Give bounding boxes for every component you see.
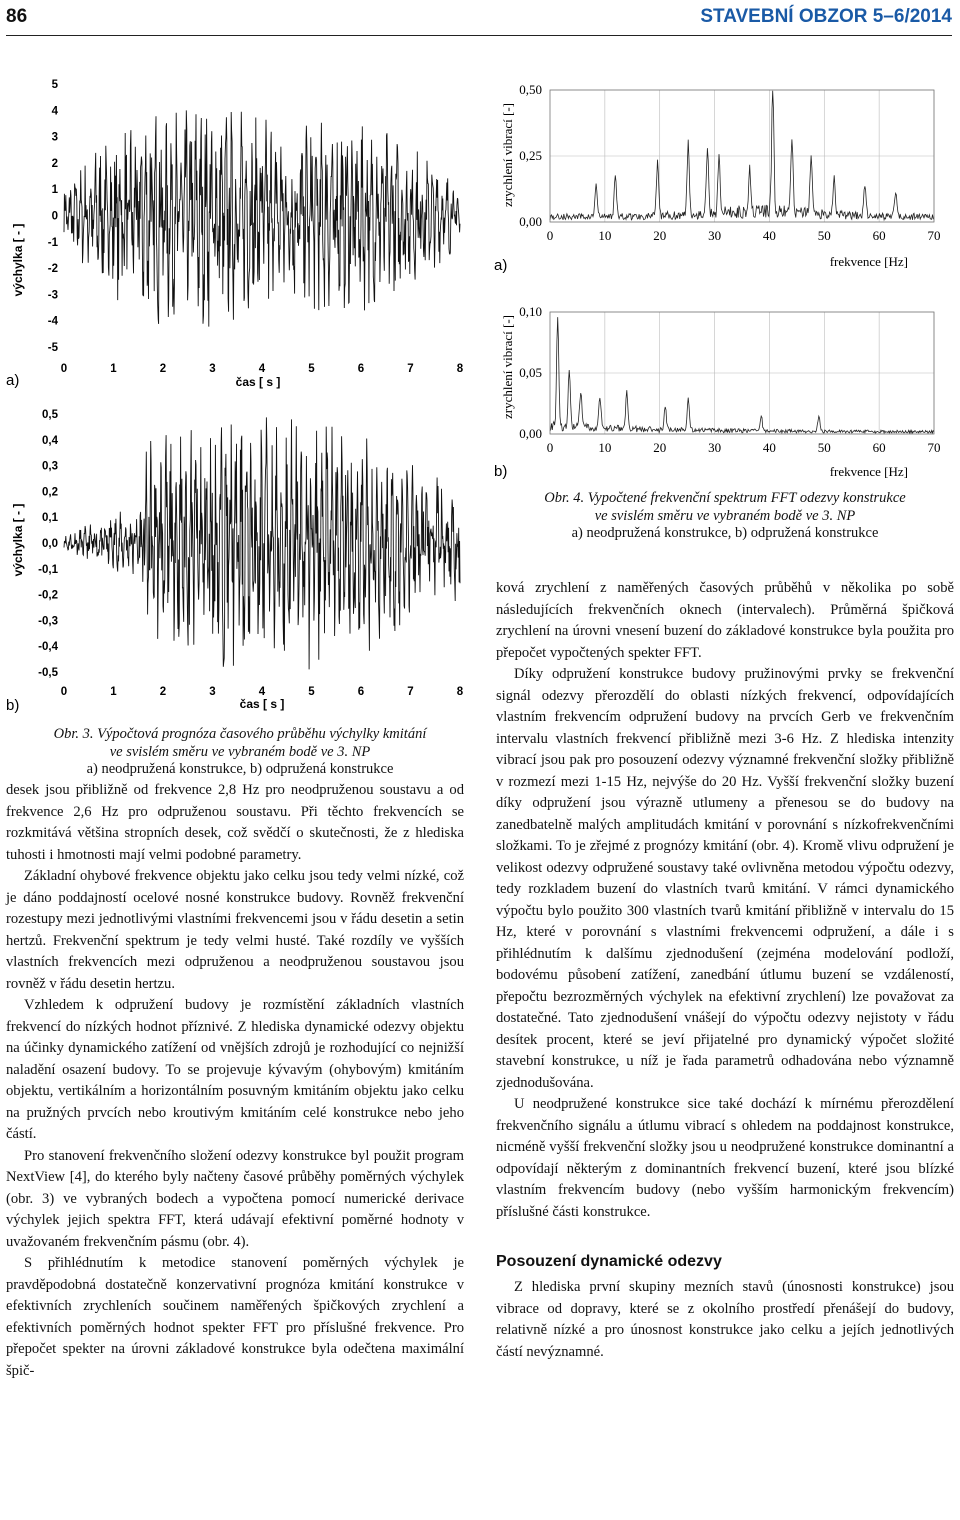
- x-ticks: [547, 312, 941, 455]
- y-tick-label: 1: [51, 184, 58, 197]
- panel-label: b): [6, 697, 20, 714]
- y-tick-label: 4: [51, 105, 58, 118]
- y-tick-label: -0,5: [38, 667, 58, 679]
- x-tick-label: 0: [60, 686, 68, 698]
- paragraph: Díky odpružení konstrukce budovy pružinovými prvky se frekvenční signál odezvy přerozdělí do oblasti nízkých frekvencí, odpovídajících vlastním frekvencím odpružení budovy na prvcích Gerb ve frekvenčním intervalu vlastních frekvencí přibližně mezi 3-6 Hz. Z hlediska intenzity vibrací jsou pak pro posouzení odezvy významné frekvenční složky přibližně v rozmezí mezi 1-15 Hz, nejvýše do 20 Hz. Vyšší frekvenční složky buzení díky odpružení jsou výrazně utlumeny a přenesou se do budovy na zanedbatelně malých amplitudách kmitání v porovnání s nízkofrekvenčními složkami. To je zřejmé z prognózy kmitání (obr. 4). Kromě vlivu odpružení je velikost odezvy odpružené soustavy také ovlivněna metodou výpočtu odezvy, tedy rozkladem buzení do vlastních tvarů kmitání. V rámci dynamického výpočtu bylo použito 300 vlastních tvarů kmitání přibližně v intervalu do 15 Hz, které v porovnání s vlastními frekvencemi odpružení, a dále i s přihlédnutím k dalšímu zjednodušení (zejména modelování podloží, bodovému působení zatížení, zanedbání útlumu buzení se vzdáleností, přepočtu bezrozměrných výchylek na efektivní zrychlení) lze považovat za dostatečné. Tato zjednodušení vnášejí do výpočtu odezvy nejistoty v řádu desítek procent, které se jeví přijatelné pro dynamický výpočet složité stavební konstrukce, u níž je řada parametrů odhadována nebo významně zjednodušována.: [496, 666, 954, 1091]
- x-tick-label: 10: [598, 228, 612, 243]
- x-tick-label: 70: [927, 228, 941, 243]
- x-tick-label: 10: [598, 440, 612, 455]
- caption-title: Obr. 3. Výpočtová prognóza časového průběhu výchylky kmitání: [53, 726, 427, 742]
- panel-label: a): [6, 372, 20, 389]
- caption-title: Obr. 4. Vypočtené frekvenční spektrum FFT odezvy konstrukce: [544, 490, 906, 506]
- x-ticks: [61, 363, 464, 375]
- y-tick-label: -5: [47, 342, 58, 354]
- x-tick-label: 4: [258, 686, 266, 698]
- left-column: [6, 780, 464, 1382]
- x-tick-label: 60: [872, 440, 886, 455]
- y-tick-label: -2: [47, 263, 58, 276]
- x-tick-label: 1: [110, 363, 117, 375]
- x-axis-label: frekvence [Hz]: [829, 254, 908, 269]
- x-tick-label: 7: [407, 363, 414, 375]
- y-tick-label: 0: [51, 210, 58, 223]
- y-tick-label: -0,1: [38, 563, 58, 576]
- x-tick-label: 0: [546, 440, 554, 455]
- x-tick-label: 6: [357, 686, 365, 698]
- paragraph: desek jsou přibližně od frekvence 2,8 Hz pro neodpruženou soustavu a od frekvence 2,6 Hz pro odpruženou soustavu. Při těchto frekvencích se rozkmitává většina stropních desek, což svědčí o skutečnosti, že z hlediska tuhosti i hmotnosti mají velmi podobné parametry.: [6, 782, 464, 863]
- x-tick-label: 5: [308, 363, 315, 375]
- y-tick-label: 0,00: [519, 214, 542, 229]
- x-tick-label: 60: [872, 228, 886, 243]
- section-heading: Posouzení dynamické odezvy: [496, 1253, 722, 1270]
- displacement-series: [64, 110, 460, 326]
- x-tick-label: 20: [653, 228, 667, 243]
- caption-subtitle: ve svislém směru ve vybraném bodě ve 3. NP: [594, 507, 856, 524]
- paragraph: Základní ohybové frekvence objektu jako celku jsou tedy velmi nízké, což je dáno poddajností ocelové nosné konstrukce budovy. Rovněž frekvenční rozestupy mezi jednotlivými vlastními frekvencemi jsou v řádu desetin a setin hertzů. Frekvenční spektrum je tedy velmi husté. Také rozdíly ve vyšších vlastních frekvencích mezi odpruženou a neodpruženou soustavou jsou rovněž v řádu desetin hertzu.: [6, 868, 464, 992]
- figure-3a-time-history: [0, 70, 470, 400]
- x-tick-label: 2: [159, 363, 167, 375]
- spectrum-series: [550, 91, 934, 220]
- x-tick-label: 4: [258, 363, 266, 375]
- x-tick-label: 40: [762, 228, 776, 243]
- x-tick-label: 30: [708, 228, 722, 243]
- x-tick-label: 6: [357, 363, 365, 375]
- y-tick-label: 0,1: [42, 512, 58, 525]
- page-header: [0, 0, 960, 40]
- y-tick-label: 2: [51, 157, 58, 170]
- x-tick-label: 3: [209, 363, 216, 375]
- y-tick-label: -1: [47, 236, 58, 249]
- spectrum-series: [550, 317, 934, 433]
- y-tick-label: -4: [47, 315, 58, 328]
- x-tick-label: 3: [209, 686, 216, 698]
- x-tick-label: 0: [60, 363, 68, 375]
- x-tick-label: 5: [308, 686, 315, 698]
- x-tick-label: 20: [653, 440, 667, 455]
- y-ticks: [48, 79, 59, 354]
- y-tick-label: 0,0: [42, 538, 58, 550]
- y-tick-label: 0,3: [42, 460, 58, 473]
- figure-3-caption: [20, 726, 460, 779]
- caption-legend: a) neodpružená konstrukce, b) odpružená konstrukce: [571, 525, 879, 541]
- figure-3b-time-history: [0, 400, 470, 720]
- figure-4a-fft-spectrum: [488, 70, 958, 280]
- header-rule: [6, 35, 952, 36]
- journal-title: STAVEBNÍ OBZOR 5–6/2014: [700, 6, 952, 27]
- figure-4-caption: [495, 490, 955, 543]
- y-tick-label: 0,4: [42, 434, 58, 447]
- x-tick-label: 50: [817, 440, 831, 455]
- y-ticks: [519, 304, 934, 441]
- paragraph: Z hlediska první skupiny mezních stavů (únosnosti konstrukce) jsou vibrace od dopravy, které se z okolního prostředí přenášejí do budovy, relativně nízké a pro únosnost konstrukce jako celku a jejích jednotlivých částí nevýznamné.: [496, 1279, 954, 1360]
- y-tick-label: 0,50: [519, 82, 542, 97]
- y-axis-label: výchylka [ - ]: [11, 223, 25, 297]
- displacement-series: [64, 417, 460, 669]
- y-tick-label: -0,2: [38, 589, 58, 602]
- y-tick-label: 0,05: [519, 365, 542, 380]
- paragraph: Pro stanovení frekvenčního složení odezvy konstrukce byl použit program NextView [4], do kterého byly načteny časové průběhy poměrných výchylek (obr. 3) ve vybraných bodech a vypočtena pomocí numerické derivace výchylek jejich spektra FFT, která udávají efektivní poměrné hodnoty v uvažovaném frekvenčním pásmu (obr. 4).: [6, 1147, 464, 1250]
- x-tick-label: 40: [762, 440, 776, 455]
- x-ticks: [547, 90, 941, 243]
- y-tick-label: -0,4: [38, 641, 58, 654]
- y-tick-label: 0,10: [519, 304, 542, 319]
- y-tick-label: -0,3: [38, 615, 58, 628]
- x-tick-label: 8: [456, 363, 464, 375]
- y-tick-label: 0,2: [42, 486, 58, 499]
- x-axis-label: čas [ s ]: [235, 375, 281, 389]
- x-tick-label: 70: [927, 440, 941, 455]
- y-ticks: [519, 82, 934, 229]
- caption-legend: a) neodpružená konstrukce, b) odpružená konstrukce: [86, 761, 394, 777]
- x-tick-label: 30: [708, 440, 722, 455]
- x-tick-label: 8: [456, 686, 464, 698]
- y-tick-label: 0,25: [519, 148, 542, 163]
- y-axis-label: zrychlení vibrací [-]: [500, 103, 515, 207]
- y-tick-label: 3: [51, 131, 58, 144]
- x-tick-label: 0: [546, 228, 554, 243]
- x-tick-label: 7: [407, 686, 414, 698]
- x-axis-label: čas [ s ]: [239, 697, 285, 711]
- y-tick-label: -3: [47, 289, 58, 302]
- y-tick-label: 0,5: [42, 409, 58, 421]
- y-axis-label: zrychlení vibrací [-]: [500, 315, 515, 419]
- x-tick-label: 2: [159, 686, 167, 698]
- y-ticks: [38, 409, 58, 679]
- figure-4b-fft-spectrum: [488, 282, 958, 482]
- right-column: [496, 578, 954, 1363]
- caption-subtitle: ve svislém směru ve vybraném bodě ve 3. NP: [109, 743, 371, 760]
- page-number: 86: [6, 6, 28, 27]
- y-axis-label: výchylka [ - ]: [11, 503, 25, 577]
- y-tick-label: 5: [51, 79, 58, 91]
- x-tick-label: 1: [110, 686, 117, 698]
- paragraph: Vzhledem k odpružení budovy je rozmístění základních vlastních frekvencí do nízkých hodnot příznivé. Z hlediska dynamické odezvy objektu na účinky dynamického zatížení od vnějších zdrojů je rozhodující co nejnižší naladění osazení budovy. To se projevuje kývavým (ohybovým) kmitáním objektu, vertikálním a horizontálním posuvným kmitáním objektu jako celku na pružných prvcích nebo kroutivým kmitáním celé konstrukce nebo jeho částí.: [6, 997, 464, 1142]
- panel-label: a): [494, 257, 508, 274]
- paragraph: S přihlédnutím k metodice stanovení poměrných výchylek je pravděpodobná dostatečně konzervativní prognóza kmitání konstrukce v efektivních zrychleních součinem naměřených špičkových zrychlení a efektivních poměrných hodnot spekter FFT pro příslušné frekvence. Pro přepočet spekter na úrovni základové konstrukce byla odečtena maximální špič-: [6, 1255, 464, 1379]
- x-axis-label: frekvence [Hz]: [829, 464, 908, 479]
- panel-label: b): [494, 463, 508, 480]
- x-tick-label: 50: [817, 228, 831, 243]
- y-tick-label: 0,00: [519, 426, 542, 441]
- paragraph: U neodpružené konstrukce sice také dochází k mírnému přerozdělení frekvenčního signálu a útlumu vibrací s ohledem na poddajnost konstrukce, nicméně vyšší frekvenční složky jsou u neodpružené konstrukce dominantní a odpovídají některým z dominantních frekvencí buzení, které jsou blízké vlastním frekvencím budovy (nebo vyšším harmonickým frekvencím) příslušné části konstrukce.: [496, 1096, 954, 1220]
- paragraph: ková zrychlení z naměřených časových průběhů v několika po sobě následujících frekvenčních oknech (intervalech). Průměrná špičková zrychlení na úrovni vnesení buzení do základové konstrukce byla použita pro přepočet vypočtených spekter FFT.: [496, 580, 954, 661]
